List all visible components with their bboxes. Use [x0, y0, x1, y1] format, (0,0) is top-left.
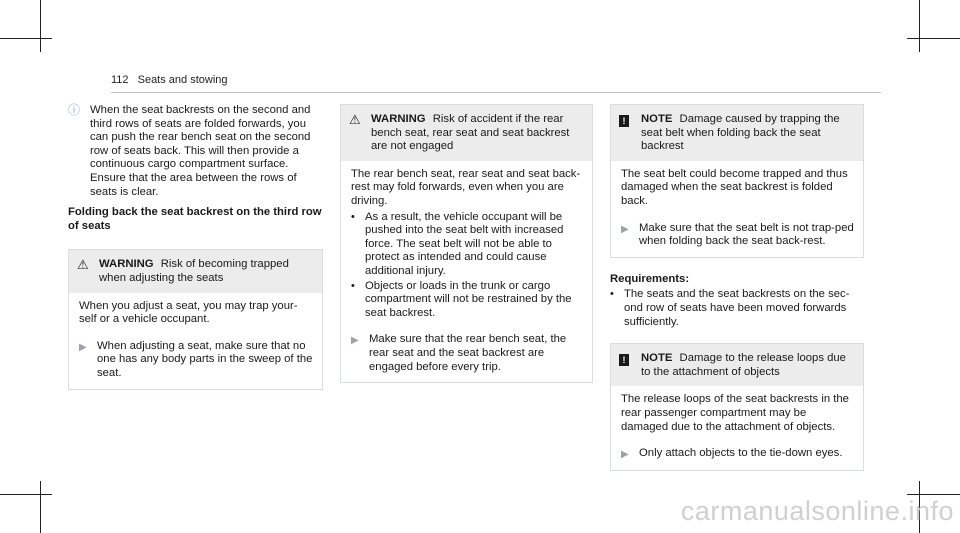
notice-title: Damage caused by trapping the seat belt when folding back the seat backrest: [641, 113, 840, 153]
consequence-list: [351, 211, 584, 321]
warning-text: The rear bench seat, rear seat and seat back-rest may fold forwards, even when you are driving.: [351, 167, 581, 207]
list-item: [351, 280, 584, 321]
warning-label: WARNING: [371, 113, 426, 125]
instruction-text: Make sure that the seat belt is not trap-ped when folding back the seat back-rest.: [639, 221, 854, 248]
warning-title: Risk of becoming trapped when adjusting the seats: [99, 258, 289, 284]
info-note-text: When the seat backrests on the second and third rows of seats are folded forwards, you can push the rear bench seat on the second row of seats back. This will then provide a continuous cargo compartment surface. Ensure that the area between the rows of seats is clear.: [90, 104, 311, 198]
notice-icon-wrap: [619, 352, 641, 379]
warning-text: When you adjust a seat, you may trap your-self or a vehicle occupant.: [79, 299, 298, 326]
crop-mark: [919, 0, 920, 52]
list-item: [351, 211, 584, 279]
header-divider: [111, 92, 881, 93]
arrow-right-icon: ▶: [621, 223, 629, 235]
requirements-title: Requirements:: [610, 272, 690, 285]
crop-mark: [40, 481, 41, 533]
section-subheading: Folding back the seat backrest on the third row of seats: [68, 206, 322, 232]
bullet-icon: •: [610, 288, 614, 301]
page-number: 112: [111, 74, 129, 86]
notice-body: [611, 161, 863, 257]
notice-icon-wrap: [619, 113, 641, 154]
crop-mark: [0, 38, 52, 39]
requirements: [610, 273, 864, 329]
info-icon: ⓘ: [68, 103, 81, 117]
warning-body: [341, 161, 592, 382]
notice-header: [611, 344, 863, 386]
notice-label: NOTE: [641, 113, 673, 125]
notice-header: [611, 105, 863, 161]
instruction-text: Make sure that the rear bench seat, the rear seat and the seat backrest are engaged before every trip.: [369, 333, 567, 373]
notice-box: [610, 343, 864, 471]
notice-body: [611, 386, 863, 469]
list-item-text: As a result, the vehicle occupant will be pushed into the seat belt with increased force. The seat belt will not be able to protect as intended and could cause additional injury.: [365, 210, 564, 277]
notice-label: NOTE: [641, 352, 673, 365]
warning-header: [341, 105, 592, 161]
column-1: [68, 104, 323, 390]
warning-header: [69, 250, 322, 292]
warning-body: [69, 293, 322, 389]
column-3: [610, 104, 864, 471]
instruction-step: [351, 333, 584, 374]
instruction-step: [79, 340, 314, 381]
crop-mark: [0, 494, 52, 495]
notice-box: [610, 104, 864, 258]
exclamation-icon: !: [619, 354, 629, 366]
watermark: carmanualsonline.info: [680, 496, 954, 526]
notice-title: Damage to the release loops due to the attachment of objects: [641, 352, 846, 378]
warning-icon: ⚠: [349, 112, 361, 127]
warning-box: [340, 104, 593, 383]
instruction-text: Only attach objects to the tie-down eyes.: [639, 447, 843, 460]
list-item-text: Objects or loads in the trunk or cargo compartment will not be restrained by the seat backrest.: [365, 279, 572, 319]
warning-box: [68, 249, 323, 389]
page-header: [111, 74, 228, 86]
exclamation-icon: !: [619, 115, 629, 127]
crop-mark: [40, 0, 41, 52]
info-note: [68, 104, 323, 199]
list-item-text: The seats and the seat backrests on the sec-ond row of seats have been moved forwards sufficiently.: [624, 288, 850, 328]
notice-text: The seat belt could become trapped and thus damaged when the seat backrest is folded back.: [621, 167, 848, 207]
instruction-step: [621, 222, 855, 249]
arrow-right-icon: ▶: [351, 335, 359, 347]
instruction-step: [621, 447, 855, 462]
notice-text: The release loops of the seat backrests in the rear passenger compartment may be damaged due to the attachment of objects.: [621, 393, 849, 433]
warning-icon: ⚠: [77, 257, 89, 273]
crop-mark: [907, 494, 960, 495]
section-title: Seats and stowing: [137, 74, 228, 86]
bullet-icon: •: [351, 279, 355, 292]
arrow-right-icon: ▶: [79, 341, 87, 353]
warning-title: Risk of accident if the rear bench seat, rear seat and seat backrest are not engaged: [371, 113, 570, 153]
crop-mark: [907, 38, 960, 39]
instruction-text: When adjusting a seat, make sure that no one has any body parts in the sweep of the seat.: [97, 339, 313, 379]
requirements-list: [610, 288, 864, 329]
warning-label: WARNING: [99, 258, 154, 271]
column-2: [340, 104, 593, 383]
arrow-right-icon: ▶: [621, 449, 629, 461]
list-item: [610, 288, 864, 329]
bullet-icon: •: [351, 210, 355, 223]
